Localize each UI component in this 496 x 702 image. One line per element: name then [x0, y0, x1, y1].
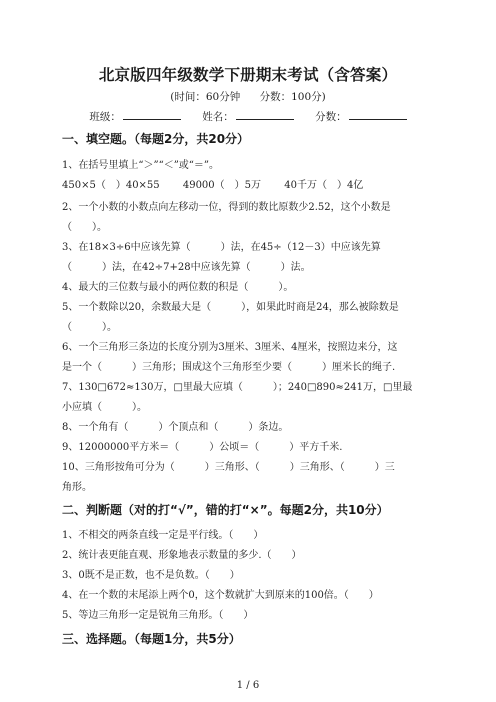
name-blank: [236, 109, 294, 120]
judge-item: 2、统计表更能直观、形象地表示数量的多少.（ ）: [62, 550, 302, 561]
exam-meta: [0, 89, 496, 104]
question-line: （ ）。: [62, 322, 117, 333]
class-blank: [123, 109, 181, 120]
question-line: 角形。: [62, 482, 92, 493]
question-line: 3、在18×3÷6中应该先算（ ）法，在45÷（12－3）中应该先算: [62, 242, 381, 253]
question-line: 6、一个三角形三条边的长度分别为3厘米、3厘米、4厘米，按照边来分，这: [62, 342, 398, 353]
student-info-row: [0, 109, 496, 124]
page-title: 北京版四年级数学下册期末考试（含答案）: [98, 66, 398, 84]
score-blank: [349, 109, 407, 120]
section-3-heading: 三、选择题。（每题1分，共5分）: [62, 632, 241, 646]
exam-total-score: 分数：100分): [259, 91, 326, 103]
question-line: 7、130□672≈130万，□里最大应填（ ）；240□890≈241万，□里最: [62, 382, 413, 393]
judge-item: 3、0既不是正数，也不是负数。（ ）: [62, 570, 240, 581]
score-field: [315, 109, 407, 124]
name-field: [202, 109, 294, 124]
compare-item: 49000（ ）5万: [182, 180, 262, 191]
question-line: 是一个（ ）三角形；围成这个三角形至少要（ ）厘米长的绳子.: [62, 362, 396, 373]
question-line: 5、一个数除以20，余数最大是（ ），如果此时商是24，那么被除数是: [62, 302, 399, 313]
compare-item: 450×5（ ）40×55: [62, 180, 160, 191]
score-label: 分数：: [315, 111, 347, 123]
class-label: 班级：: [89, 111, 121, 123]
question-line: 9、12000000平方米＝（ ）公顷＝（ ）平方千米.: [62, 442, 343, 453]
class-field: [89, 109, 181, 124]
exam-time: (时间：60分钟: [170, 91, 241, 103]
question-line: 4、最大的三位数与最小的两位数的积是（ ）。: [62, 282, 294, 293]
question-line: 1、在括号里填上“＞”“＜”或“＝”。: [62, 160, 220, 171]
question-line: （ ）法，在42÷7+28中应该先算（ ）法。: [62, 262, 311, 273]
section-2-heading: 二、判断题（对的打“√”，错的打“×”。每题2分，共10分）: [62, 503, 389, 517]
question-line: 2、一个小数的小数点向左移动一位，得到的数比原数少2.52，这个小数是: [62, 202, 391, 213]
question-line: 10、三角形按角可分为（ ）三角形、（ ）三角形、（ ）三: [62, 462, 395, 473]
compare-row: [62, 176, 383, 191]
question-line: 小应填（ ）。: [62, 402, 147, 413]
question-line: （ ）。: [62, 222, 107, 233]
question-line: 8、一个角有（ ）个顶点和（ ）条边。: [62, 422, 289, 433]
judge-item: 5、等边三角形一定是锐角三角形。（ ）: [62, 610, 254, 621]
section-1-heading: 一、填空题。（每题2分，共20分）: [62, 132, 250, 146]
name-label: 姓名：: [202, 111, 234, 123]
judge-item: 1、不相交的两条直线一定是平行线。（ ）: [62, 530, 264, 541]
judge-item: 4、在一个数的末尾添上两个0，这个数就扩大到原来的100倍。（ ）: [62, 590, 379, 601]
page-number: 1 / 6: [236, 680, 260, 691]
compare-item: 40千万（ ）4亿: [284, 180, 364, 191]
